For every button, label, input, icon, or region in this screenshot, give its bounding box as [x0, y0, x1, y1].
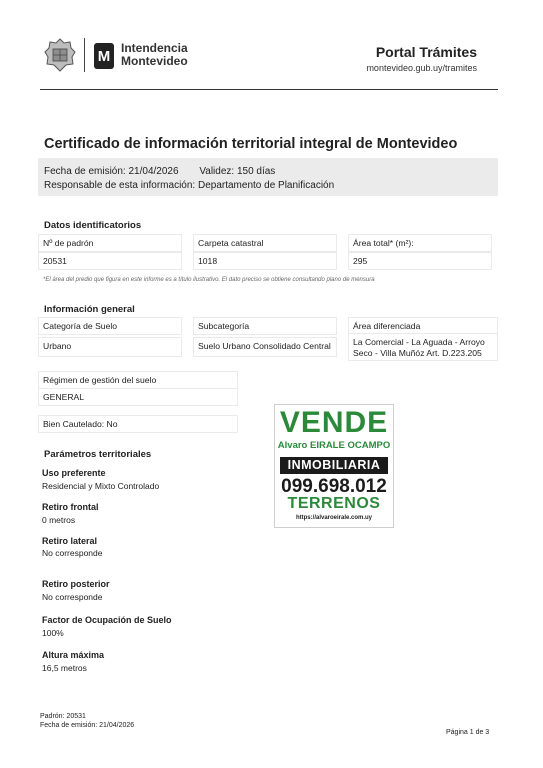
subcategoria-value-cell — [193, 337, 337, 357]
regimen-label-cell — [38, 371, 238, 389]
param-value-altura: 16,5 metros — [42, 663, 87, 673]
param-value-retiro-lateral: No corresponde — [42, 548, 103, 558]
subcategoria-label: Subcategoría — [198, 321, 250, 331]
carpeta-label: Carpeta catastral — [198, 238, 264, 248]
param-title-retiro-frontal: Retiro frontal — [42, 502, 99, 512]
org-name-line2: Montevideo — [121, 54, 188, 68]
param-title-retiro-posterior: Retiro posterior — [42, 579, 110, 589]
padron-value-cell — [38, 252, 182, 270]
responsible-line: Responsable de esta información: Departamento de Planificación — [44, 180, 335, 191]
area-value-cell — [348, 252, 492, 270]
emission-date: Fecha de emisión: 21/04/2026 — [44, 166, 179, 177]
real-estate-sticker — [274, 404, 394, 528]
cautelado-cell — [38, 415, 238, 433]
subcategoria-label-cell — [193, 317, 337, 335]
area-footnote: *El área del predio que figura en este informe es a título ilustrativo. El dato preciso se obtiene consultando plano de mensura — [43, 277, 375, 283]
regimen-label: Régimen de gestión del suelo — [43, 375, 157, 385]
regimen-value-cell — [38, 388, 238, 406]
area-dif-value-line2: Seco - Villa Muñóz Art. D.223.205 — [353, 348, 482, 358]
carpeta-label-cell — [193, 234, 337, 252]
section-title-parametros: Parámetros territoriales — [44, 449, 152, 460]
montevideo-seal-logo — [44, 38, 76, 72]
footer-fecha: Fecha de emisión: 21/04/2026 — [40, 722, 135, 729]
param-title-altura: Altura máxima — [42, 650, 105, 660]
emission-line — [44, 166, 293, 177]
portal-url-link[interactable]: montevideo.gub.uy/tramites — [366, 63, 477, 73]
sticker-inmobiliaria-banner: INMOBILIARIA — [280, 457, 388, 474]
param-title-uso: Uso preferente — [42, 468, 106, 478]
area-label-cell — [348, 234, 492, 252]
validity: Validez: 150 días — [199, 166, 276, 177]
section-title-general: Información general — [44, 304, 135, 315]
sticker-vende-text: VENDE — [279, 406, 389, 439]
categoria-label: Categoría de Suelo — [43, 321, 118, 331]
padron-label-cell — [38, 234, 182, 252]
param-title-retiro-lateral: Retiro lateral — [42, 536, 98, 546]
section-title-datos: Datos identificatorios — [44, 220, 142, 231]
area-value: 295 — [353, 256, 368, 266]
param-value-fos: 100% — [42, 628, 64, 638]
padron-value: 20531 — [43, 256, 67, 266]
sticker-phone: 099.698.012 — [281, 476, 387, 497]
param-value-retiro-frontal: 0 metros — [42, 515, 76, 525]
page-number: Página 1 de 3 — [446, 729, 490, 736]
param-value-retiro-posterior: No corresponde — [42, 592, 103, 602]
footer-padron: Padrón: 20531 — [40, 713, 86, 720]
carpeta-value-cell — [193, 252, 337, 270]
header-divider — [40, 89, 498, 90]
param-value-uso: Residencial y Mixto Controlado — [42, 481, 160, 491]
intendencia-m-logo: M — [94, 43, 114, 69]
padron-label: Nº de padrón — [43, 238, 94, 248]
categoria-label-cell — [38, 317, 182, 335]
carpeta-value: 1018 — [198, 256, 218, 266]
portal-title: Portal Trámites — [375, 44, 477, 60]
param-title-fos: Factor de Ocupación de Suelo — [42, 615, 172, 625]
subcategoria-value: Suelo Urbano Consolidado Central — [198, 341, 331, 351]
sticker-terrenos: TERRENOS — [287, 495, 381, 512]
org-name-line1: Intendencia — [121, 41, 188, 55]
area-dif-value-cell — [348, 333, 498, 361]
regimen-value: GENERAL — [43, 392, 85, 402]
area-dif-value-line1: La Comercial - La Aguada - Arroyo — [353, 337, 485, 347]
categoria-value-cell — [38, 337, 182, 357]
sticker-url: https://alvaroeirale.com.uy — [295, 515, 373, 521]
area-dif-label: Área diferenciada — [353, 321, 421, 331]
document-title: Certificado de información territorial integral de Montevideo — [44, 136, 458, 152]
cautelado-value: Bien Cautelado: No — [43, 419, 118, 429]
area-label: Área total* (m²): — [353, 238, 414, 248]
sticker-agent-name: Alvaro EIRALE OCAMPO — [277, 440, 391, 451]
logo-separator — [84, 38, 85, 72]
categoria-value: Urbano — [43, 341, 72, 351]
